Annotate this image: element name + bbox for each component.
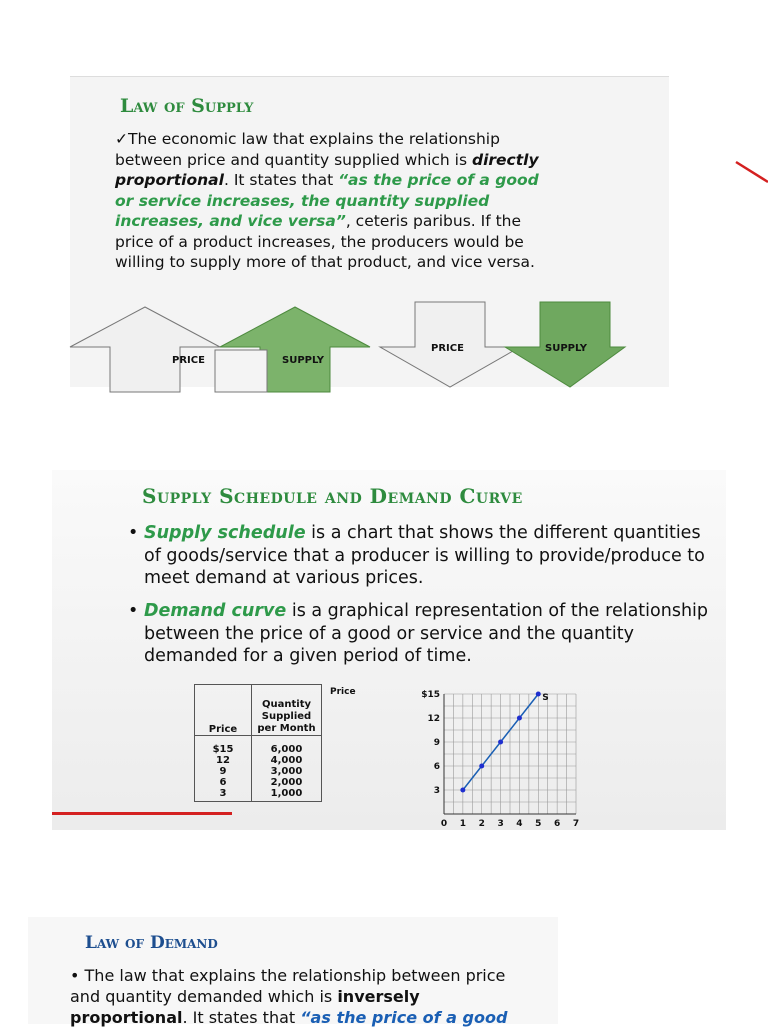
demand-curve-term: Demand curve [144,601,287,621]
slide1-text-part1: The economic law that explains the relationship between price and quantity supplied which is [115,130,500,169]
supply-point [498,740,503,745]
slide1-title: Law of Supply [120,95,254,117]
table-cell-price [195,736,252,802]
supply-schedule-table [194,684,322,802]
slide1-text-part2: . It states that [223,171,339,189]
qty-4000: 4,000 [270,755,303,766]
chart-x-ticks [441,819,579,829]
x-tick-label: 6 [554,819,561,829]
qty-1000: 1,000 [270,788,303,799]
price-12: 12 [216,755,230,766]
slide-law-of-demand [28,917,558,1027]
bullet-icon: • [128,523,139,543]
arrow-label-supply-up: SUPPLY [282,355,325,366]
x-tick-label: 4 [516,819,523,829]
price-15: $15 [212,744,234,755]
arrow-label-price-down: PRICE [431,343,464,354]
y-tick-label: 9 [433,738,440,748]
check-icon: ✓ [115,130,128,148]
supply-point [460,788,465,793]
graph-price-label: Price [330,687,356,697]
supply-schedule-term: Supply schedule [144,523,306,543]
red-progress-bar [52,812,232,815]
slide2-bullet2 [130,600,720,668]
table-cell-quantity [252,736,322,802]
bullet-icon: • [128,601,139,621]
y-tick-label: 6 [433,762,440,772]
qty-3000: 3,000 [270,766,303,777]
price-up-arrow-icon [70,307,220,392]
price-9: 9 [219,766,227,777]
slide3-body [70,965,540,1028]
x-tick-label: 7 [572,819,580,829]
supply-point [517,716,522,721]
x-tick-label: 5 [535,819,542,829]
slide2-title: Supply Schedule and Demand Curve [142,484,523,508]
y-tick-label: $15 [421,690,440,700]
y-tick-label: 3 [433,786,440,796]
x-tick-label: 1 [459,819,466,829]
supply-point [536,692,541,697]
red-pointer-line [728,160,768,190]
table-header-price: Price [195,685,252,736]
slide1-text-part3: , ceteris paribus. If the price of a product increases, the producers would be willing to supply more of that product, and vice versa. [115,212,535,271]
slide1-quote: “as the price of a good or service increases, the quantity supplied increases, and vice versa” [115,171,539,230]
slide1-directly-proportional: directly proportional [115,150,539,189]
slide-law-of-supply [70,76,669,387]
slide3-text-part2: . It states that [182,1008,301,1027]
x-tick-label: 3 [497,819,504,829]
table-header-quantity: Quantity Supplied per Month [252,685,322,736]
table-header-row [195,685,322,736]
arrow-label-supply-down: SUPPLY [545,343,588,354]
bullet-icon: • [70,966,80,985]
qty-2000: 2,000 [270,777,303,788]
slide-supply-schedule [52,470,726,830]
chart-y-ticks [421,690,440,796]
table-row [195,736,322,802]
slide1-body [115,129,555,273]
y-tick-label: 12 [427,714,440,724]
demand-curve-text: is a graphical representation of the relationship between the price of a good or service and the quantity demanded for a given period of time. [144,601,709,666]
qty-6000: 6,000 [270,744,303,755]
slide3-text-part1: The law that explains the relationship between price and quantity demanded which is [70,966,506,1006]
supply-curve-chart [322,682,580,832]
slide3-inversely: inversely [337,987,420,1006]
arrow-label-price-up: PRICE [172,355,205,366]
slide3-quote: “as the price of a good [300,1008,508,1027]
arrow-overlap-box [215,350,267,392]
x-tick-label: 2 [478,819,485,829]
slide3-proportional: proportional [70,1008,183,1027]
curve-label: S [542,693,549,703]
chart-grid [444,694,576,814]
slide3-title: Law of Demand [85,933,218,953]
price-6: 6 [219,777,227,788]
x-tick-label: 0 [440,819,448,829]
supply-schedule-text: is a chart that shows the different quantities of goods/service that a producer is willing to provide/produce to meet demand at various prices. [144,523,705,588]
supply-point [479,764,484,769]
slide2-bullet1 [130,522,720,590]
price-3: 3 [219,788,227,799]
